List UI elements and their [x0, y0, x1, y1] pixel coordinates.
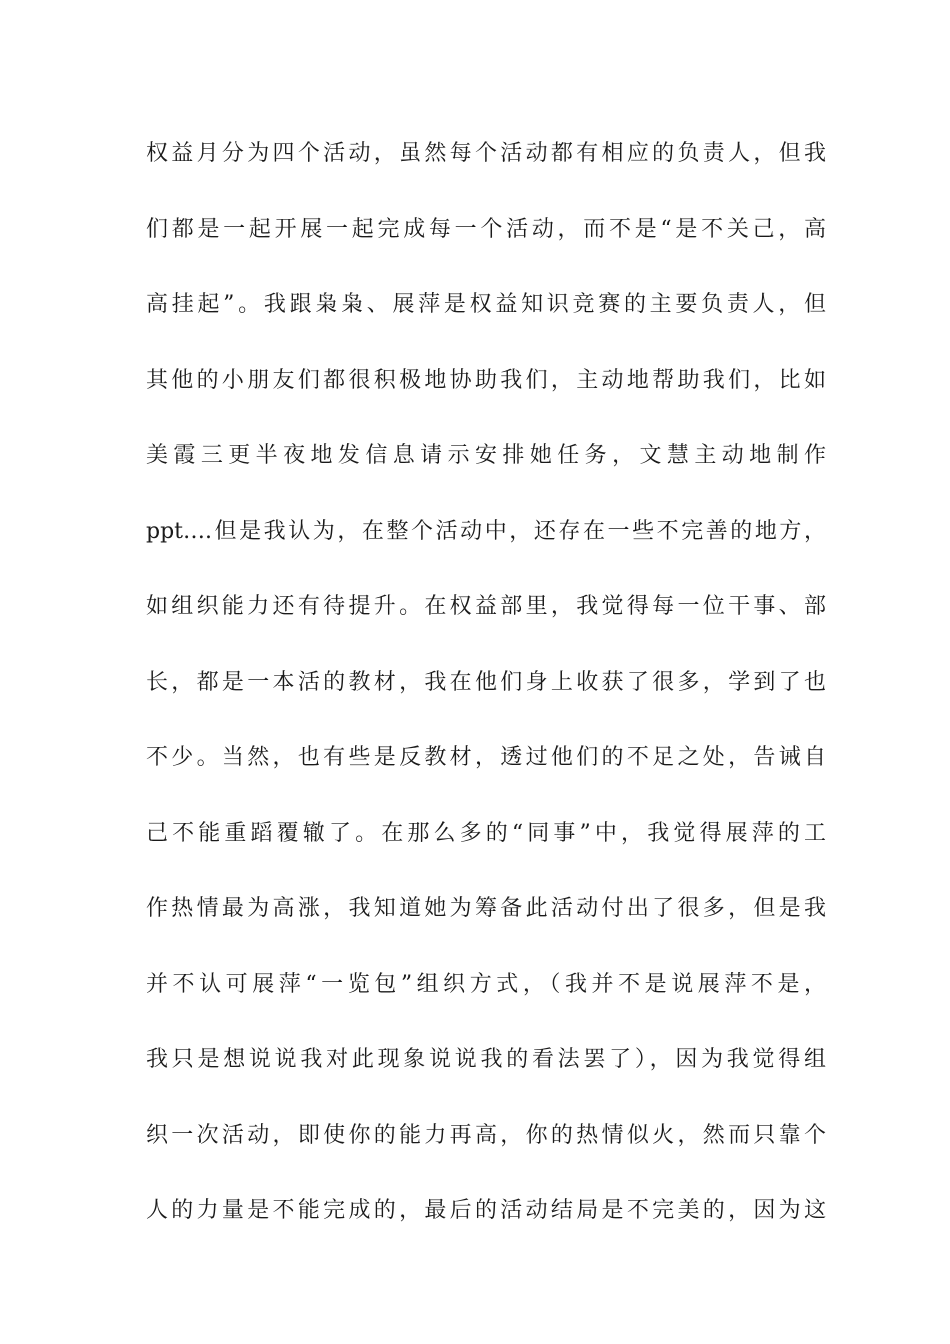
text-line-8: 长，都是一本活的教材，我在他们身上收获了很多，学到了也 [146, 669, 826, 695]
text-line-6: ppt….但是我认为，在整个活动中，还存在一些不完善的地方， [146, 518, 826, 544]
text-line-2: 们都是一起开展一起完成每一个活动，而不是“是不关己，高 [146, 216, 826, 242]
text-line-14: 织一次活动，即使你的能力再高，你的热情似火，然而只靠个 [146, 1122, 826, 1148]
text-line-5: 美霞三更半夜地发信息请示安排她任务，文慧主动地制作 [146, 443, 826, 468]
text-line-4: 其他的小朋友们都很积极地协助我们，主动地帮助我们，比如 [146, 367, 826, 393]
text-line-10: 己不能重蹈覆辙了。在那么多的“同事”中，我觉得展萍的工 [146, 820, 826, 846]
text-line-11: 作热情最为高涨，我知道她为筹备此活动付出了很多，但是我 [146, 896, 826, 921]
text-line-15: 人的力量是不能完成的，最后的活动结局是不完美的，因为这 [146, 1198, 826, 1223]
text-line-9: 不少。当然，也有些是反教材，透过他们的不足之处，告诫自 [146, 745, 826, 770]
body-paragraph [146, 134, 826, 1267]
text-line-3: 高挂起”。我跟枭枭、展萍是权益知识竞赛的主要负责人，但 [146, 292, 826, 317]
text-line-1: 权益月分为四个活动，虽然每个活动都有相应的负责人，但我 [146, 141, 826, 166]
text-line-7: 如组织能力还有待提升。在权益部里，我觉得每一位干事、部 [146, 594, 826, 619]
text-line-12: 并不认可展萍“一览包”组织方式，（我并不是说展萍不是， [146, 971, 826, 997]
text-line-13: 我只是想说说我对此现象说说我的看法罢了），因为我觉得组 [146, 1047, 826, 1072]
